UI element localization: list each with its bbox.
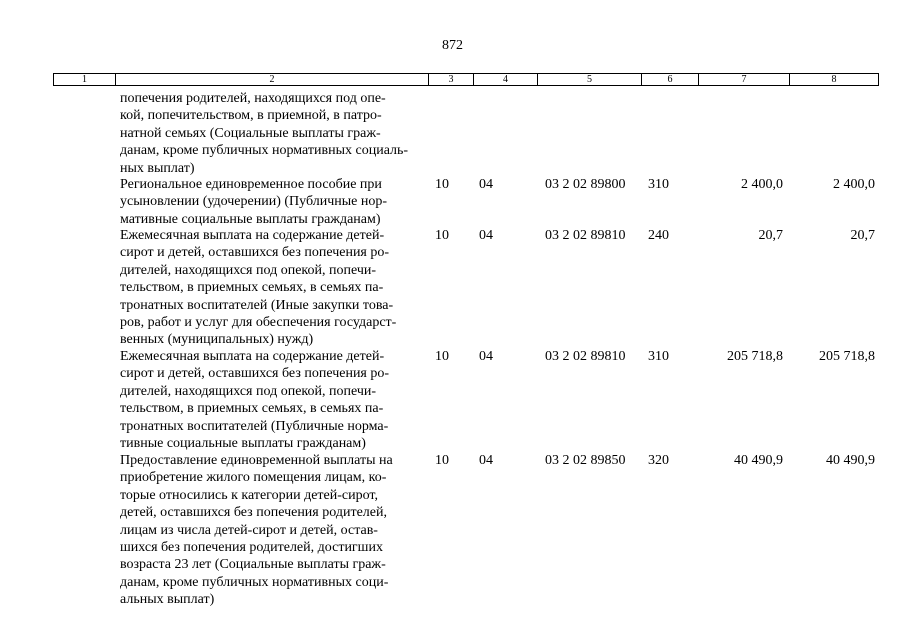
row-section: 10 [435, 177, 449, 192]
row-description: Региональное единовременное пособие при усыновлении (удочерении) (Публичные нор- мативные социальные выплаты гражданам) [120, 177, 388, 227]
row-subsection: 04 [479, 228, 493, 243]
header-col-1: 1 [54, 74, 116, 85]
row-amount-1: 2 400,0 [741, 177, 783, 192]
row-description: попечения родителей, находящихся под опе- кой, попечительством, в приемной, в патро- натной семьях (Социальные выплаты граж- данам, кроме публичных нормативных социаль- ных выплат) [120, 91, 409, 176]
row-section: 10 [435, 349, 449, 364]
row-expense-type: 310 [648, 177, 669, 192]
header-col-7: 7 [699, 74, 790, 85]
row-expense-type: 240 [648, 228, 669, 243]
page-number: 872 [442, 38, 463, 53]
row-amount-2: 40 490,9 [826, 453, 875, 468]
row-amount-2: 205 718,8 [819, 349, 875, 364]
row-section: 10 [435, 228, 449, 243]
row-amount-1: 40 490,9 [734, 453, 783, 468]
row-subsection: 04 [479, 177, 493, 192]
header-col-6: 6 [642, 74, 699, 85]
header-col-5: 5 [538, 74, 642, 85]
row-expense-type: 310 [648, 349, 669, 364]
row-amount-2: 2 400,0 [833, 177, 875, 192]
header-col-4: 4 [474, 74, 538, 85]
row-subsection: 04 [479, 453, 493, 468]
header-col-2: 2 [116, 74, 429, 85]
row-section: 10 [435, 453, 449, 468]
row-description: Ежемесячная выплата на содержание детей- сирот и детей, оставшихся без попечения ро- дителей, находящихся под опекой, попечи- тельством, в приемных семьях, в семьях па- тронатных воспитателей (Публичные норма- тивные социальные выплаты гражданам) [120, 349, 390, 452]
table-header-row [53, 73, 879, 86]
row-amount-1: 205 718,8 [727, 349, 783, 364]
header-col-3: 3 [429, 74, 474, 85]
row-target-code: 03 2 02 89810 [545, 228, 626, 243]
row-target-code: 03 2 02 89850 [545, 453, 626, 468]
header-col-8: 8 [831, 74, 837, 85]
row-expense-type: 320 [648, 453, 669, 468]
row-target-code: 03 2 02 89800 [545, 177, 626, 192]
row-description: Ежемесячная выплата на содержание детей- сирот и детей, оставшихся без попечения ро- дителей, находящихся под опекой, попечи- тельством, в приемных семьях, в семьях па- тронатных воспитателей (Иные закупки това- ров, работ и услуг для обеспечения государст- венных (муниципальных) нужд) [120, 228, 397, 348]
row-target-code: 03 2 02 89810 [545, 349, 626, 364]
row-amount-2: 20,7 [850, 228, 875, 243]
row-subsection: 04 [479, 349, 493, 364]
row-description: Предоставление единовременной выплаты на приобретение жилого помещения лицам, ко- торые относились к категории детей-сирот, детей, оставшихся без попечения родителей, лицам из числа детей-сирот и детей, остав- шихся без попечения родителей, достигших возраста 23 лет (Социальные выплаты граж- данам, кроме публичных нормативных соци- альных выплат) [120, 453, 393, 608]
row-amount-1: 20,7 [758, 228, 783, 243]
